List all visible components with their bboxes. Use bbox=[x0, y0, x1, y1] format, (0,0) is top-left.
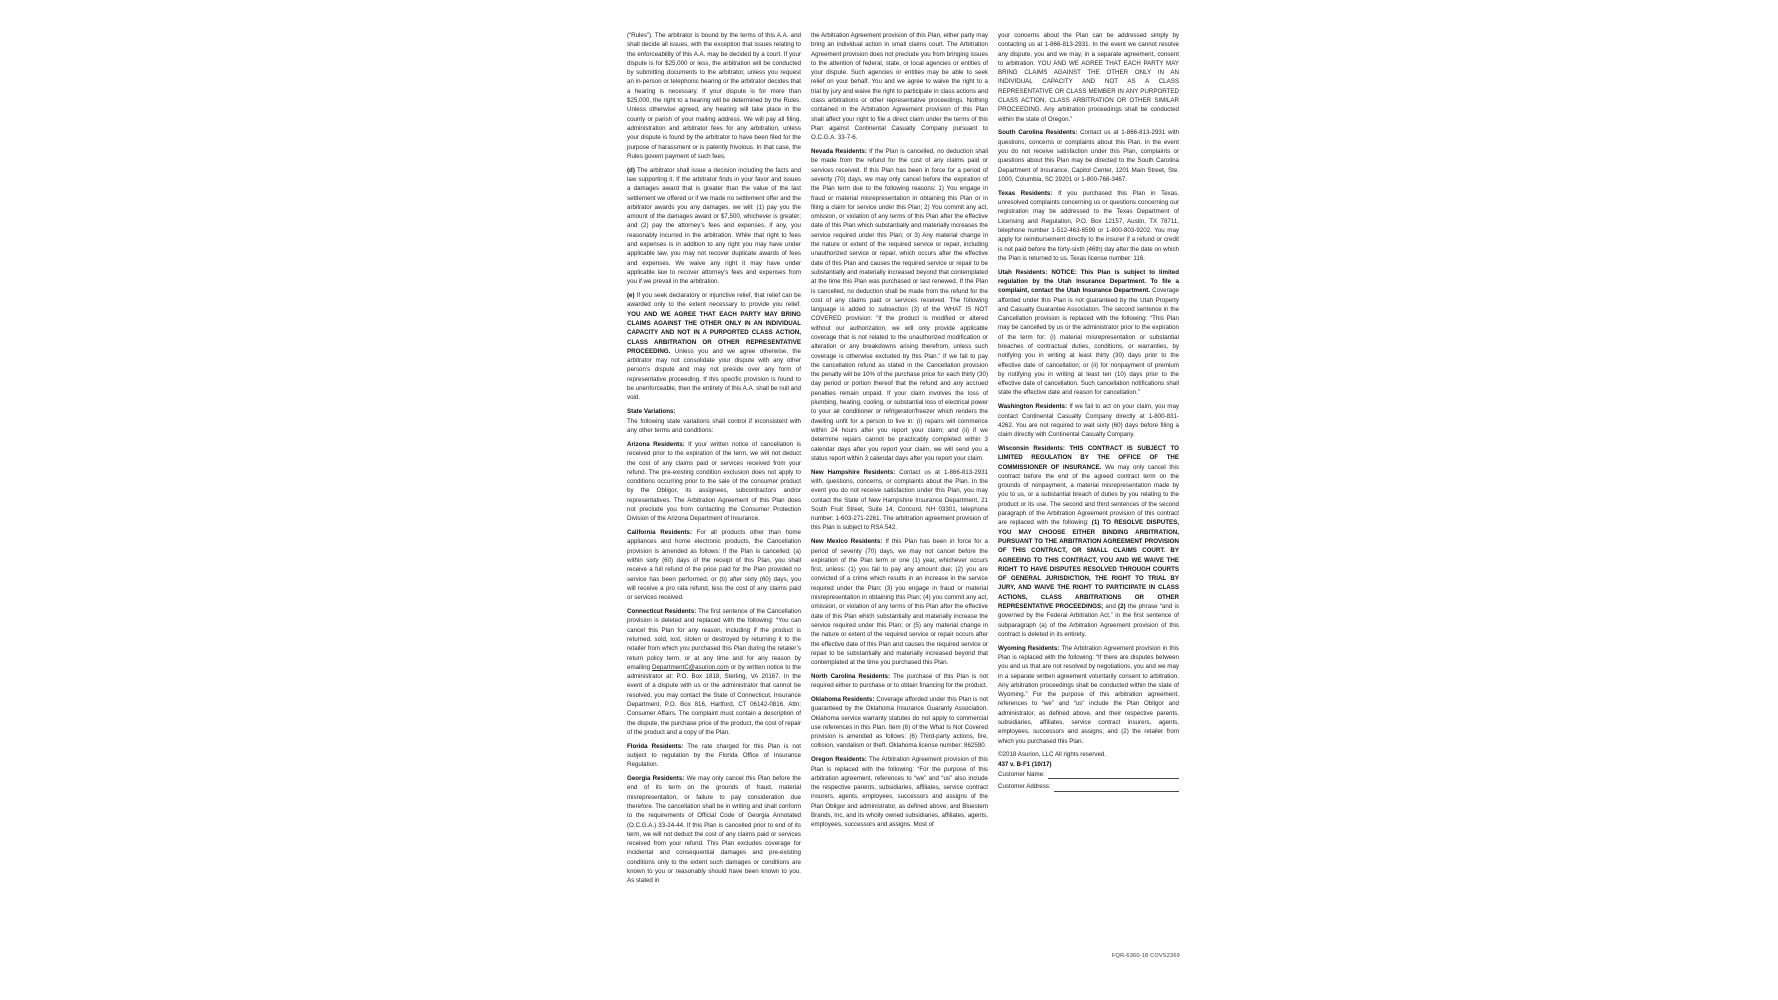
california-residents-paragraph: California Residents: For all products other than home appliances and home electronic products, the Cancellation provision is amended as follows: If the Plan is cancelled: (a) within sixty (60) days of the receipt of this Plan, you shall receive a full refund of the price paid for the Plan provided no service has been performed, or (b) after sixty (60) days, you will receive a pro rata refund, less the cost of any claims paid or services received. bbox=[627, 529, 801, 602]
customer-address-field bbox=[998, 783, 1179, 792]
oregon-continuation-paragraph: your concerns about the Plan can be addressed simply by contacting us at 1-866-813-2931. In the event we cannot resolve any dispute, you and we may, in a separate agreement, consent to arbitration. YOU AND WE AGREE THAT EACH PARTY MAY BRING CLAIMS AGAINST THE OTHER ONLY IN AN INDIVIDUAL CAPACITY AND NOT AS A CLASS REPRESENTATIVE OR CLASS MEMBER IN ANY PURPORTED CLASS ACTION, CLASS ARBITRATION OR OTHER SIMILAR PROCEEDING. Any arbitration proceedings shall be conducted within the state of Oregon.” bbox=[998, 32, 1179, 123]
state-variations-intro: The following state variations shall control if inconsistent with any other terms and conditions: bbox=[627, 417, 801, 435]
arizona-residents-paragraph: Arizona Residents: If your written notice of cancellation is received prior to the expiration of the term, we will not deduct the cost of any claims paid or services received from your refund. The pre-existing condition exclusion does not apply to conditions occurring prior to the sale of the consumer product by the Obligor, its assignees, subcontractors and/or representatives. The Arbitration Agreement of this Plan does not preclude you from contacting the Consumer Protection Division of the Arizona Department of Insurance. bbox=[627, 440, 801, 523]
customer-address-field-label: Customer Address: bbox=[998, 783, 1051, 791]
georgia-residents-paragraph: Georgia Residents: We may only cancel this Plan before the end of its term on the grounds of fraud, material misrepresentation, or failure to pay consideration due therefore. The cancellation shall be in writing and shall conform to the requirements of Official Code of Georgia Annotated (O.C.G.A.) 33-24-44. If this Plan is cancelled prior to end of its term, we will not deduct the cost of any claims paid or services received from your refund. This Plan excludes coverage for incidental and consequential damages and pre-existing conditions only to the extent such damages or conditions are known to you or reasonably should have been known to you. As stated in bbox=[627, 775, 801, 885]
south-carolina-residents-paragraph: South Carolina Residents: Contact us at 1-866-813-2931 with questions, concerns or complaints about this Plan. In the event you do not receive satisfaction under this Plan, complaints or questions about this Plan may be directed to the South Carolina Department of Insurance, Capitol Center, 1201 Main Street, Ste. 1000, Columbia, SC 29201 or 1-800-768-3467. bbox=[998, 129, 1180, 183]
copyright-line: ©2018 Asurion, LLC All rights reserved. bbox=[998, 751, 1107, 759]
customer-address-field-line[interactable] bbox=[1054, 784, 1179, 792]
florida-residents-paragraph: Florida Residents: The rate charged for this Plan is not subject to regulation by the Florida Office of Insurance Regulation. bbox=[627, 742, 801, 769]
wisconsin-residents-paragraph: Wisconsin Residents: THIS CONTRACT IS SUBJECT TO LIMITED REGULATION BY THE OFFICE OF THE COMMISSIONER OF INSURANCE. We may only cancel this contract before the end of the agreed contract term on the grounds of nonpayment, a material misrepresentation made by you to us, or a substantial breach of duties by you relating to the product or its use. The second and third sentences of the second paragraph of the Arbitration Agreement provision of this contract are replaced with the following: (1) TO RESOLVE DISPUTES, YOU MAY CHOOSE EITHER BINDING ARBITRATION, PURSUANT TO THE ARBITRATION AGREEMENT PROVISION OF THIS CONTRACT, OR SMALL CLAIMS COURT. BY AGREEING TO THIS CONTRACT, YOU AND WE WAIVE THE RIGHT TO HAVE DISPUTES RESOLVED THROUGH COURTS OF GENERAL JURISDICTION, THE RIGHT TO TRIAL BY JURY, AND WAIVE THE RIGHT TO PARTICIPATE IN CLASS ACTIONS, CLASS ARBITRATIONS OR OTHER REPRESENTATIVE PROCEEDINGS; and (2) the phrase “and is governed by the Federal Arbitration Act,” in the first sentence of subparagraph (a) of the Arbitration Agreement provision of this contract is deleted in its entirety. bbox=[998, 444, 1179, 638]
oklahoma-residents-paragraph: Oklahoma Residents: Coverage afforded under this Plan is not guaranteed by the Oklahoma Insurance Guaranty Association. Oklahoma service warranty statutes do not apply to commercial use references in this Plan. Item (6) of the What Is Not Covered provision is amended as follows: (6) Third-party actions, fire, collision, vandalism or theft. Oklahoma license number: 862590. bbox=[811, 695, 988, 750]
customer-name-field-label: Customer Name: bbox=[998, 770, 1045, 778]
version-line: 437 v. B-F1 (10/17) bbox=[998, 761, 1052, 769]
customer-name-field bbox=[998, 770, 1179, 779]
declaratory-relief-paragraph: (e) If you seek declaratory or injunctive relief, that relief can be awarded only to the extent necessary to provide you relief. YOU AND WE AGREE THAT EACH PARTY MAY BRING CLAIMS AGAINST THE OTHER ONLY IN AN INDIVIDUAL CAPACITY AND NOT IN A PURPORTED CLASS ACTION, CLASS ARBITRATION OR OTHER REPRESENTATIVE PROCEEDING. Unless you and we agree otherwise, the arbitrator may not consolidate your dispute with any other person’s dispute and may not preside over any form of representative proceeding. If this specific provision is found to be unenforceable, then the entirety of this A.A. shall be null and void. bbox=[627, 292, 801, 402]
column-1 bbox=[627, 31, 801, 890]
washington-residents-paragraph: Washington Residents: If we fail to act on your claim, you may contact Continental Casualty Company directly at 1-800-831-4262. You are not required to wait sixty (60) days before filing a claim directly with Continental Casualty Company. bbox=[998, 403, 1179, 439]
text-columns bbox=[627, 31, 1179, 890]
utah-residents-paragraph: Utah Residents: NOTICE: This Plan is subject to limited regulation by the Utah Insurance Department. To file a complaint, contact the Utah Insurance Department. Coverage afforded under this Plan is not guaranteed by the Utah Property and Casualty Guarantee Association. The second sentence in the Cancellation provision is replaced with the following: “This Plan may be cancelled by us or the administrator prior to the expiration of the term for: (i) material misrepresentation or substantial breaches of contractual duties, conditions, or warranties, by notifying you in writing at least thirty (30) days prior to the effective date of cancellation; or (ii) for nonpayment of premium by notifying you in writing at least ten (10) days prior to the effective date of cancellation. Such cancellation notifications shall state the effective date and reason for cancellation.” bbox=[998, 268, 1179, 397]
form-code: FQR-6360-18 COVS2369 bbox=[1111, 953, 1180, 959]
column-2 bbox=[811, 31, 988, 834]
north-carolina-residents-paragraph: North Carolina Residents: The purchase of this Plan is not required either to purchase or to obtain financing for the product. bbox=[811, 672, 988, 690]
georgia-continuation-paragraph: the Arbitration Agreement provision of this Plan, either party may bring an individual action in small claims court. The Arbitration Agreement provision does not preclude you from bringing issues to the attention of federal, state, or local agencies or entities of your dispute. Such agencies or entities may be able to seek relief on your behalf. You and we agree to waive the right to a trial by jury and waive the right to participate in class actions and class arbitrations or other representative proceedings. Nothing contained in the Arbitration Agreement provision of this Plan shall affect your right to file a direct claim under the terms of this Plan against Continental Casualty Company pursuant to O.C.G.A. 33-7-6. bbox=[811, 32, 988, 142]
new-mexico-residents-paragraph: New Mexico Residents: If this Plan has been in force for a period of seventy (70) days, we may not cancel before the expiration of the Plan term or one (1) year, whichever occurs first, unless: (1) you fail to pay any amount due; (2) you are convicted of a crime which results in an increase in the service required under the Plan; (3) you engage in fraud or material misrepresentation in obtaining this Plan; (4) you commit any act, omission, or violation of any terms of this Plan after the effective date of this Plan which substantially and materially increase the service required under this Plan; or (5) any material change in the nature or extent of the required service or repair occurs after the effective date of this Plan and causes the required service or repair to be substantially and materially increased beyond that contemplated at the time you purchased this Plan. bbox=[811, 538, 988, 667]
connecticut-residents-paragraph: Connecticut Residents: The first sentence of the Cancellation provision is deleted and replaced with the following: “You can cancel this Plan for any reason, including if the product is returned, sold, lost, stolen or destroyed by returning it to the retailer from which you purchased this Plan during the retailer’s return policy term, or at any time and for any reason by emailing DepartmentC@asurion.com or by written notice to the administrator at: P.O. Box 1818, Sterling, VA 20167. In the event of a dispute with us or the administrator that cannot be resolved, you may contact the State of Connecticut, Insurance Department, P.O. Box 816, Hartford, CT 06142-0816, Attn: Consumer Affairs. The complaint must contain a description of the dispute, the purchase price of the product, the cost of repair of the product and a copy of the Plan. bbox=[627, 608, 802, 736]
wyoming-residents-paragraph: Wyoming Residents: The Arbitration Agreement provision in this Plan is replaced with the following: “If there are disputes between you and us that are not resolved by negotiations, you and we may in a separate written agreement voluntarily consent to arbitration. Any arbitration proceedings shall be conducted within the state of Wyoming.” For the purpose of this arbitration agreement, references to “we” and “us” include the Plan Obligor and administrator, as defined above, and their respective parents, subsidiaries, affiliates, service contract insurers, agents, employees, successors and assigns; and (2) the retailer from which you purchased this Plan. bbox=[998, 644, 1179, 745]
customer-name-field-line[interactable] bbox=[1048, 771, 1179, 779]
oregon-residents-paragraph: Oregon Residents: The Arbitration Agreement provision of this Plan is replaced with the following: “For the purpose of this arbitration agreement, references to “we” and “us” also include the respective parents, subsidiaries, affiliates, service contract insurers, agents, employees, successors and assigns of the Plan Obligor and administrator, as defined above; and Bluestem Brands, Inc, and its wholly owned subsidiaries, affiliates, agents, employees, successors and assigns. Most of bbox=[811, 756, 988, 829]
state-variations-heading: State Variations: bbox=[627, 408, 676, 416]
texas-residents-paragraph: Texas Residents: If you purchased this Plan in Texas, unresolved complaints concerning us or questions concerning our registration may be addressed to the Texas Department of Licensing and Regulation, P.O. Box 12157, Austin, TX 78711, telephone number 1-512-463-6599 or 1-800-803-9202. You may apply for reimbursement directly to the insurer if a refund or credit is not paid before the forty-sixth (46th) day after the date on which the Plan is returned to us. Texas license number: 116. bbox=[998, 189, 1179, 262]
column-3 bbox=[998, 31, 1179, 795]
rules-arbitrator-paragraph: (“Rules”). The arbitrator is bound by the terms of this A.A. and shall decide all issues, with the exception that issues relating to the enforceability of this A.A. may be decided by a court. If your dispute is for $25,000 or less, the arbitration will be conducted by submitting documents to the arbitrator, unless you request an in-person or telephonic hearing or the arbitrator decides that a hearing is necessary. If your dispute is for more than $25,000, the right to a hearing will be determined by the Rules. Unless otherwise agreed, any hearing will take place in the county or parish of your mailing address. We will pay all filing, administration and arbitrator fees for any arbitration, unless your dispute is found by the arbitrator to have been filed for the purpose of harassment or is patently frivolous. In that case, the Rules govern payment of such fees. bbox=[627, 32, 801, 160]
nevada-residents-paragraph: Nevada Residents: If the Plan is cancelled, no deduction shall be made from the refund for the cost of any claims paid or services received. If this Plan has been in force for a period of seventy (70) days, we may only cancel before the expiration of the Plan term due to the following reasons: 1) You engage in fraud or material misrepresentation in obtaining this Plan or in filing a claim for service under this Plan; 2) You commit any act, omission, or violation of any terms of this Plan after the effective date of this Plan which substantially and materially increases the service required under this Plan; or 3) Any material change in the nature or extent of the required service or repair, including unauthorized service or repair, which occurs after the effective date of this Plan and causes the required service or repair to be substantially and materially increased beyond that contemplated at the time this Plan was purchased or last renewed. If the Plan is cancelled, no deduction shall be made from the refund for the cost of any claims paid or services received. The following language is added to subsection (3) of the WHAT IS NOT COVERED provision: “if the product is modified or altered without our authorization, we will only provide applicable coverage that is not related to the unauthorized modification or alteration or any breakdowns arising therefrom, unless such coverage is otherwise excluded by this Plan.” If we fail to pay the cancellation refund as stated in the Cancellation provision the penalty will be 10% of the purchase price for each thirty (30) day period or portion thereof that the refund and any accrued penalties remain unpaid. If your claim involves the loss of plumbing, heating, cooling, or substantial loss of electrical power to your air conditioner or refrigerator/freezer which renders the dwelling unfit for a person to live in: (i) repairs will commence within 24 hours after you report your claim; and (ii) if we determine repairs cannot be practicably completed within 3 calendar days after you report your claim, we will send you a status report within 3 calendar days after you report your claim. bbox=[811, 148, 988, 462]
arbitrator-decision-paragraph: (d) The arbitrator shall issue a decision including the facts and law supporting it. If the arbitrator finds in your favor and issues a damages award that is greater than the value of the last settlement we offered or if we made no settlement offer and the arbitrator awards you any damages, we will: (1) pay you the amount of the damages award or $7,500, whichever is greater; and (2) pay the attorney’s fees and expenses, if any, you reasonably incurred in the arbitration. While that right to fees and expenses is in addition to any right you may have under applicable law, you may not recover duplicate awards of fees and expenses. We waive any right it may have under applicable law to recover attorney’s fees and expenses from you if we prevail in the arbitration. bbox=[627, 166, 801, 286]
email-link[interactable]: DepartmentC@asurion.com bbox=[652, 663, 729, 671]
new-hampshire-residents-paragraph: New Hampshire Residents: Contact us at 1-866-813-2931 with, questions, concerns, or complaints about the Plan. In the event you do not receive satisfaction under this Plan, you may contact the State of New Hampshire Insurance Department, 21 South Fruit Street, Suite 14, Concord, NH 03301, telephone number: 1-603-271-2261. The arbitration agreement provision of this Plan is subject to RSA 542. bbox=[811, 468, 988, 532]
